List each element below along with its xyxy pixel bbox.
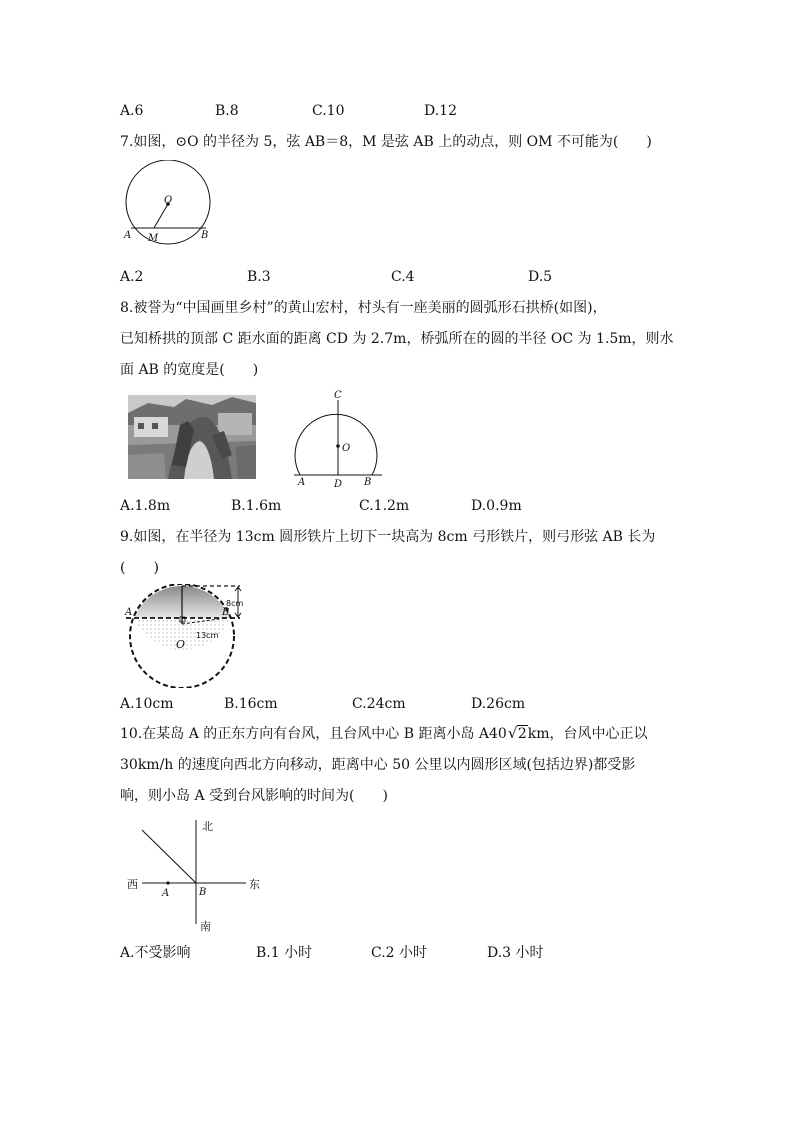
q8-label-o: O xyxy=(342,443,351,454)
q10-label-north: 北 xyxy=(202,820,213,833)
q10-question-line-2: 30km/h 的速度向西北方向移动，距离中心 50 公里以内圆形区域(包括边界)都受影 xyxy=(120,757,636,773)
q10-typhoon-path xyxy=(142,830,196,883)
q10-option-c: C.2 小时 xyxy=(371,945,428,961)
sqrt-symbol: √ 2 xyxy=(507,724,527,742)
q10-option-a: A.不受影响 xyxy=(120,945,191,961)
q10-label-a: A xyxy=(162,888,170,899)
q8-option-a: A.1.8m xyxy=(120,498,171,514)
q8-question-line-3: 面 AB 的宽度是( ) xyxy=(120,362,259,378)
q10-label-west: 西 xyxy=(127,878,138,891)
q7-circle-figure xyxy=(122,160,222,246)
q10-label-b: B xyxy=(199,887,207,898)
q9-label-radius: 13cm xyxy=(196,631,219,640)
q8-option-c: C.1.2m xyxy=(359,498,410,514)
q10-question-line-3: 响，则小岛 A 受到台风影响的时间为( ) xyxy=(120,788,388,804)
q9-label-height: 8cm xyxy=(226,599,244,608)
q10-point-a xyxy=(166,881,169,884)
q8-center-dot xyxy=(336,444,340,448)
q10-option-d: D.3 小时 xyxy=(487,945,544,961)
q7-label-b: B xyxy=(201,230,209,241)
q9-label-a: A xyxy=(125,607,133,618)
q10-radicand: 2 xyxy=(517,726,527,742)
q7-option-a: A.2 xyxy=(120,269,144,285)
q6-option-a: A.6 xyxy=(120,103,144,119)
q9-question-line-2: ( ) xyxy=(120,560,159,576)
q8-question-line-1: 8.被誉为“中国画里乡村”的黄山宏村，村头有一座美丽的圆弧形石拱桥(如图)， xyxy=(120,300,607,316)
q10-label-south: 南 xyxy=(200,920,211,933)
q8-arch xyxy=(295,414,377,475)
q6-option-c: C.10 xyxy=(312,103,345,119)
q9-option-a: A.10cm xyxy=(120,696,174,712)
q10-option-b: B.1 小时 xyxy=(256,945,313,961)
q7-label-m: M xyxy=(148,233,159,244)
q9-circle-figure xyxy=(122,584,254,688)
q8-label-a: A xyxy=(298,477,306,488)
q6-option-b: B.8 xyxy=(215,103,239,119)
q9-option-d: D.26cm xyxy=(471,696,526,712)
q8-option-d: D.0.9m xyxy=(471,498,522,514)
q9-option-c: C.24cm xyxy=(352,696,406,712)
q9-label-o: O xyxy=(176,638,186,651)
q7-segment-om xyxy=(154,204,168,228)
q8-arch-figure xyxy=(292,387,388,489)
q10-question-line-1 xyxy=(120,724,648,744)
q8-option-b: B.1.6m xyxy=(231,498,282,514)
q8-label-c: C xyxy=(334,390,342,401)
q9-option-b: B.16cm xyxy=(224,696,278,712)
q9-question-line-1: 9.如图，在半径为 13cm 圆形铁片上切下一块高为 8cm 弓形铁片，则弓形弦 AB 长为 xyxy=(120,529,656,545)
q10-compass-figure xyxy=(122,816,272,936)
q7-option-d: D.5 xyxy=(528,269,553,285)
q7-label-a: A xyxy=(124,230,132,241)
q7-option-b: B.3 xyxy=(247,269,271,285)
q8-question-line-2: 已知桥拱的顶部 C 距水面的距离 CD 为 2.7m，桥弧所在的圆的半径 OC 为 1.5m，则水 xyxy=(120,331,674,347)
q10-label-east: 东 xyxy=(249,878,260,891)
q10-line1-after: km，台风中心正以 xyxy=(527,726,648,742)
bridge-photo xyxy=(128,395,256,479)
q10-line1-before: 10.在某岛 A 的正东方向有台风，且台风中心 B 距离小岛 A40 xyxy=(120,726,507,742)
q8-label-b: B xyxy=(364,477,372,488)
q8-label-d: D xyxy=(334,479,343,489)
q7-question-text: 7.如图，⊙O 的半径为 5，弦 AB＝8，M 是弦 AB 上的动点，则 OM 不可能为( ) xyxy=(120,134,652,150)
q7-option-c: C.4 xyxy=(391,269,415,285)
q7-label-o: O xyxy=(164,195,173,206)
q9-label-b: B xyxy=(222,607,230,618)
q6-option-d: D.12 xyxy=(424,103,457,119)
